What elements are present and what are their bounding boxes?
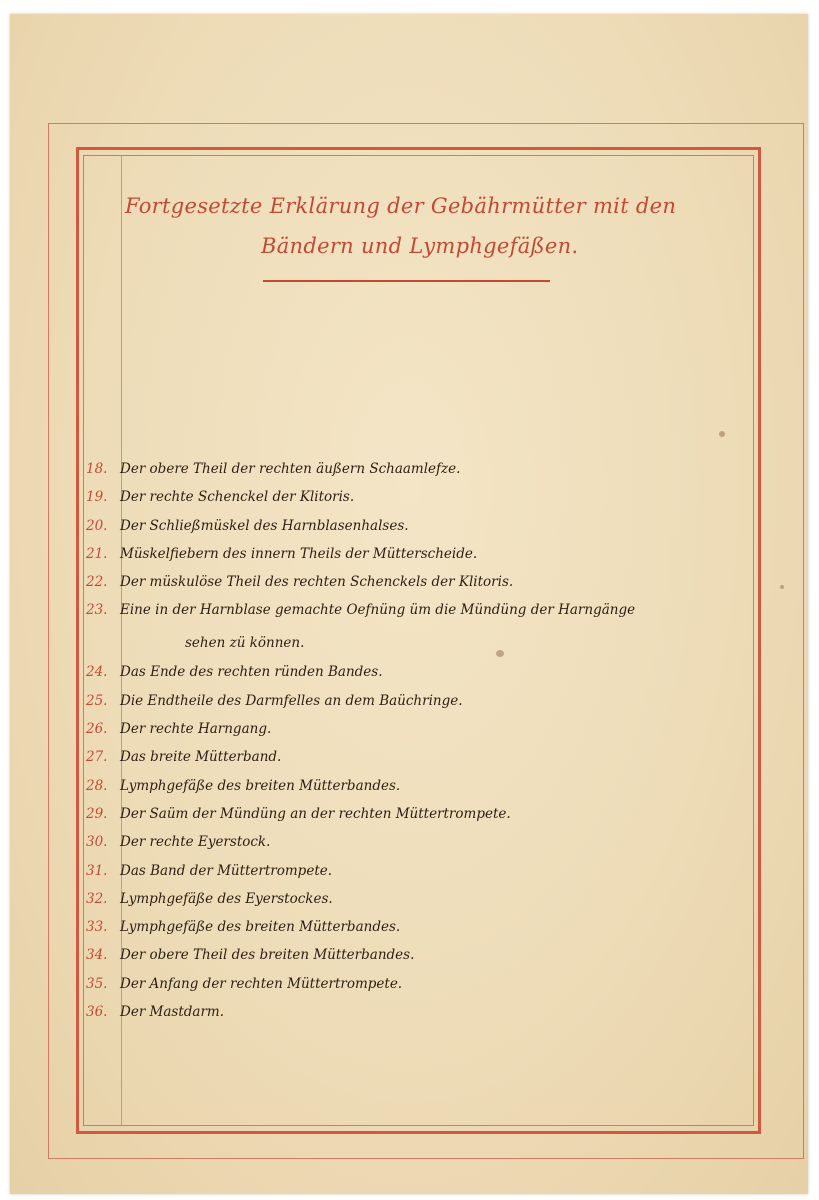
entry-text: Das Ende des rechten ründen Bandes. <box>120 664 383 681</box>
legend-list <box>80 455 740 1026</box>
title-line-2: Bändern und Lymphgefäßen. <box>261 234 579 258</box>
entry-number: 28. <box>86 777 108 794</box>
legend-entry-28 <box>80 772 740 800</box>
entry-number: 18. <box>86 461 108 477</box>
legend-entry-30 <box>80 828 740 856</box>
entry-text: Lymphgefäße des Eyerstockes. <box>120 890 333 907</box>
ink-spot <box>780 585 784 589</box>
legend-entry-29 <box>80 800 740 828</box>
entry-text: Lymphgefäße des breiten Mütterbandes. <box>120 777 401 794</box>
legend-entry-26 <box>80 715 740 743</box>
entry-number: 34. <box>86 947 108 964</box>
entry-text: Der rechte Eyerstock. <box>120 834 271 851</box>
legend-entry-19 <box>80 483 740 511</box>
entry-text: Lymphgefäße des breiten Mütterbandes. <box>120 919 401 936</box>
entry-number: 29. <box>86 805 108 822</box>
entry-number: 32. <box>86 890 108 907</box>
entry-number: 20. <box>86 517 108 534</box>
entry-number: 33. <box>86 919 108 936</box>
legend-entry-36 <box>80 998 740 1026</box>
entry-number: 35. <box>86 975 108 992</box>
entry-text: Der Mastdarm. <box>120 1004 225 1021</box>
entry-text: Der rechte Schenckel der Klitoris. <box>120 489 355 506</box>
entry-number: 30. <box>86 834 108 851</box>
entry-text: Das Band der Müttertrompete. <box>120 862 333 879</box>
entry-text: Das breite Mütterband. <box>120 749 282 766</box>
legend-entry-20 <box>80 512 740 540</box>
entry-text: Der Schließmüskel des Harnblasenhalses. <box>120 517 409 534</box>
legend-entry-33 <box>80 913 740 941</box>
entry-number: 31. <box>86 862 108 879</box>
legend-entry-24 <box>80 658 740 686</box>
entry-text: Der Saüm der Mündüng an der rechten Müttertrompete. <box>120 805 511 822</box>
entry-text-continuation: sehen zü können. <box>185 635 305 652</box>
title-line-1: Fortgesetzte Erklärung der Gebährmütter mit den <box>125 194 677 218</box>
entry-text: Die Endtheile des Darmfelles an dem Baüchringe. <box>120 692 463 709</box>
page-title <box>125 186 725 266</box>
legend-entry-32 <box>80 885 740 913</box>
entry-number: 21. <box>86 545 108 562</box>
ink-spot <box>719 431 725 437</box>
entry-number: 19. <box>86 489 108 506</box>
legend-entry-18 <box>80 455 740 483</box>
legend-entry-35 <box>80 970 740 998</box>
legend-entry-21 <box>80 540 740 568</box>
legend-entry-27 <box>80 743 740 771</box>
entry-text: Der rechte Harngang. <box>120 721 272 738</box>
title-underline <box>263 280 550 282</box>
entry-number: 26. <box>86 721 108 738</box>
entry-text: Der müskulöse Theil des rechten Schenckels der Klitoris. <box>120 574 514 591</box>
entry-number: 24. <box>86 664 108 681</box>
entry-text: Der obere Theil der rechten äußern Schaamlefze. <box>120 461 461 477</box>
entry-number: 23. <box>86 602 108 619</box>
entry-number: 25. <box>86 692 108 709</box>
entry-text: Eine in der Harnblase gemachte Oefnüng üm die Mündüng der Harngänge <box>120 602 636 619</box>
entry-text: Müskelfiebern des innern Theils der Mütterscheide. <box>120 545 478 562</box>
legend-entry-34 <box>80 941 740 969</box>
entry-number: 22. <box>86 574 108 591</box>
entry-number: 36. <box>86 1004 108 1021</box>
legend-entry-22 <box>80 568 740 596</box>
legend-entry-31 <box>80 857 740 885</box>
entry-number: 27. <box>86 749 108 766</box>
entry-text: Der obere Theil des breiten Mütterbandes. <box>120 947 415 964</box>
ink-spot <box>496 650 504 657</box>
entry-text: Der Anfang der rechten Müttertrompete. <box>120 975 403 992</box>
legend-entry-25 <box>80 687 740 715</box>
legend-entry-23 <box>80 596 740 658</box>
